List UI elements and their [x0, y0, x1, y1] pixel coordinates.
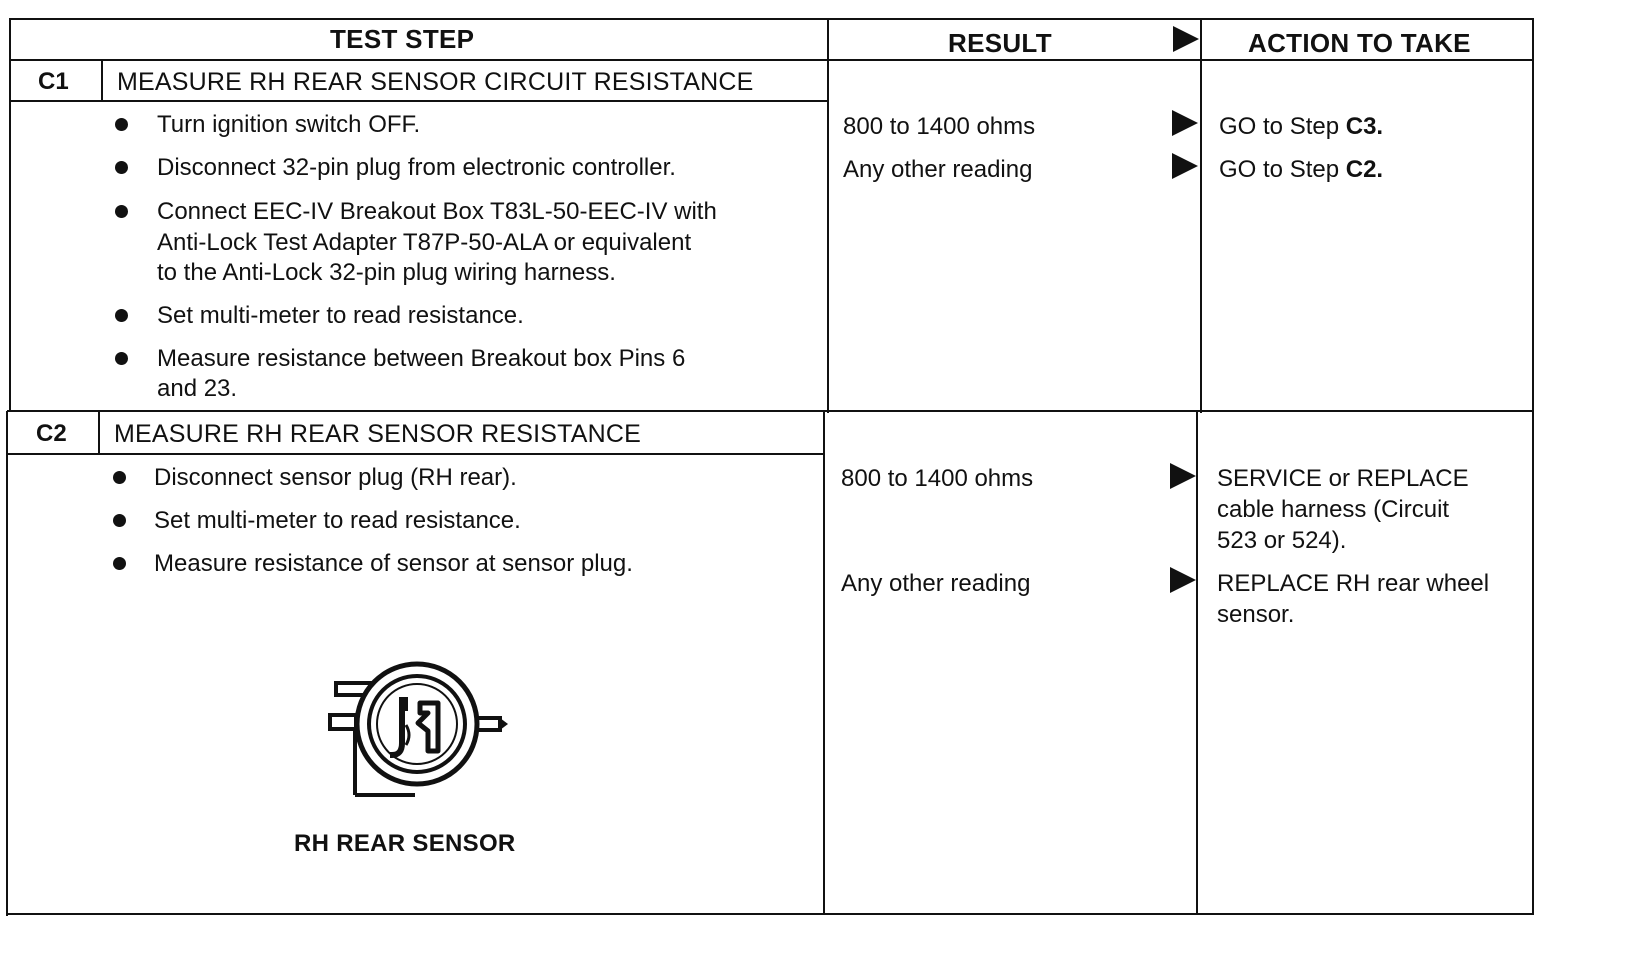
- bullet-icon: [115, 118, 128, 131]
- c2-result-1: 800 to 1400 ohms: [841, 465, 1034, 492]
- c1-action-1-prefix: GO to Step: [1219, 113, 1346, 140]
- step-title-c1: MEASURE RH REAR SENSOR CIRCUIT RESISTANCE: [117, 68, 754, 96]
- c1-action-1-step: C3.: [1345, 113, 1384, 140]
- table-right-border: [1532, 18, 1534, 915]
- bullet-icon: [115, 161, 128, 174]
- c1-bullet-5-line-2: and 23.: [157, 375, 238, 402]
- c1-bullet-2: Disconnect 32-pin plug from electronic controller.: [157, 154, 676, 181]
- c1-bullet-5-line-1: Measure resistance between Breakout box Pins 6: [157, 345, 686, 372]
- bullet-icon: [115, 352, 128, 365]
- stepid-divider-c2: [98, 411, 100, 455]
- col-divider-teststep-result-lower: [823, 411, 825, 915]
- c1-action-1: [1219, 111, 1383, 142]
- col-divider-result-action: [1200, 18, 1202, 413]
- header-arrow-icon: [1173, 26, 1199, 52]
- c2-bullet-2: Set multi-meter to read resistance.: [154, 507, 521, 534]
- header-result: RESULT: [948, 28, 1052, 58]
- c2-action-2-line-1: REPLACE RH rear wheel: [1217, 570, 1490, 597]
- c1-bullet-3-line-3: to the Anti-Lock 32-pin plug wiring harness.: [157, 259, 616, 286]
- c2-bullet-3: Measure resistance of sensor at sensor plug.: [154, 550, 633, 577]
- result-arrow-icon: [1170, 463, 1196, 489]
- step-id-c1: C1: [38, 68, 69, 95]
- table-left-border-lower: [6, 411, 8, 916]
- c2-title-underline: [7, 453, 825, 455]
- bullet-icon: [115, 309, 128, 322]
- header-action: ACTION TO TAKE: [1248, 28, 1471, 58]
- table-bottom-border: [6, 913, 1533, 915]
- result-arrow-icon: [1170, 567, 1196, 593]
- c2-action-1-line-3: 523 or 524).: [1217, 527, 1347, 554]
- c1-action-2-prefix: GO to Step: [1219, 156, 1346, 183]
- table-top-border: [10, 18, 1534, 20]
- c1-bullet-4: Set multi-meter to read resistance.: [157, 302, 524, 329]
- col-divider-result-action-lower: [1196, 411, 1198, 915]
- step-id-c2: C2: [36, 420, 67, 447]
- c1-bullet-1: Turn ignition switch OFF.: [157, 111, 421, 138]
- c1-title-underline: [10, 100, 829, 102]
- c2-action-1-line-2: cable harness (Circuit: [1217, 496, 1450, 523]
- c2-action-2-line-2: sensor.: [1217, 601, 1295, 628]
- table-left-border: [9, 18, 11, 411]
- sensor-figure-caption: RH REAR SENSOR: [294, 830, 516, 857]
- c2-action-1-line-1: SERVICE or REPLACE: [1217, 465, 1469, 492]
- row-divider-c1-c2: [7, 410, 1534, 412]
- c1-result-1: 800 to 1400 ohms: [843, 113, 1036, 140]
- header-test-step: TEST STEP: [330, 24, 475, 54]
- rh-rear-sensor-illustration: [320, 655, 520, 805]
- c2-result-2: Any other reading: [841, 570, 1031, 597]
- c1-bullet-3-line-1: Connect EEC-IV Breakout Box T83L-50-EEC-IV with: [157, 198, 717, 225]
- header-divider: [10, 59, 1534, 61]
- step-title-c2: MEASURE RH REAR SENSOR RESISTANCE: [114, 420, 642, 448]
- bullet-icon: [113, 557, 126, 570]
- stepid-divider-c1: [101, 59, 103, 102]
- c1-bullet-3-line-2: Anti-Lock Test Adapter T87P-50-ALA or equivalent: [157, 229, 692, 256]
- c1-result-2: Any other reading: [843, 156, 1033, 183]
- c1-action-2: [1219, 154, 1383, 185]
- result-arrow-icon: [1172, 110, 1198, 136]
- c2-bullet-1: Disconnect sensor plug (RH rear).: [154, 464, 517, 491]
- col-divider-teststep-result: [827, 18, 829, 413]
- result-arrow-icon: [1172, 153, 1198, 179]
- c1-action-2-step: C2.: [1345, 156, 1384, 183]
- bullet-icon: [113, 514, 126, 527]
- bullet-icon: [115, 205, 128, 218]
- bullet-icon: [113, 471, 126, 484]
